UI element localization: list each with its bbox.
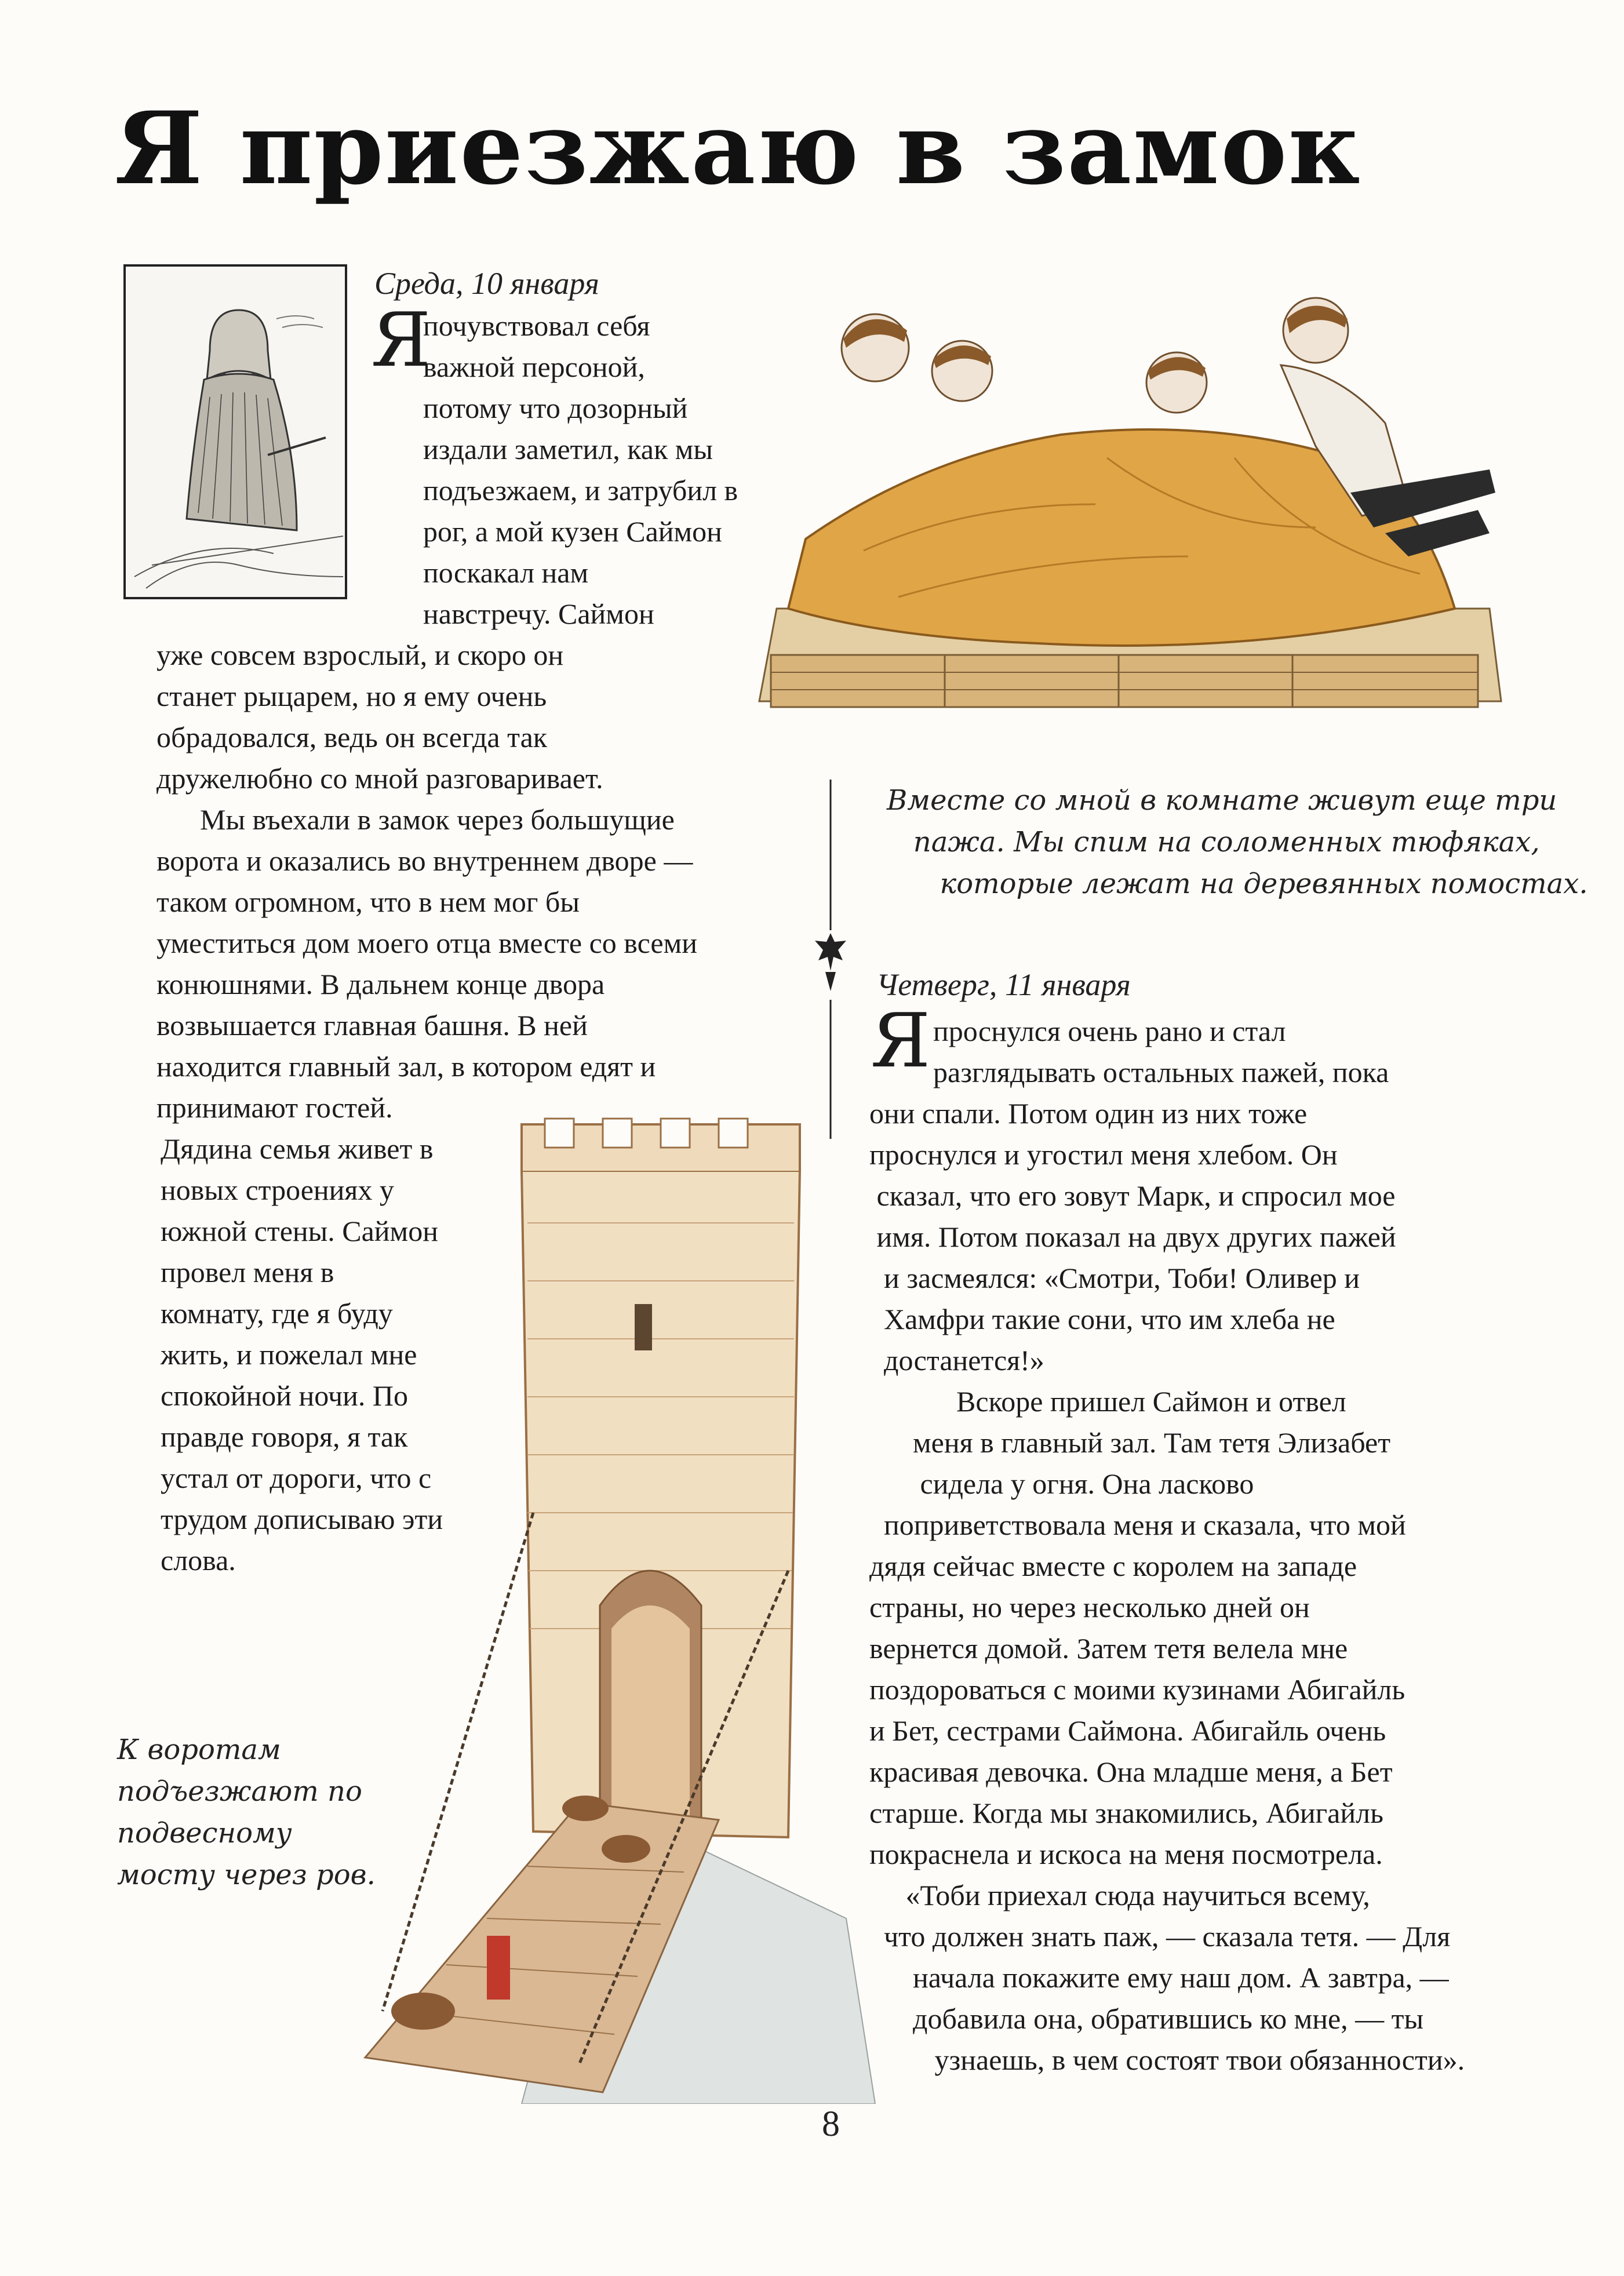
entry2-text-top: проснулся очень рано и стал разглядывать остальных пажей, пока	[933, 1015, 1389, 1088]
drop-cap-letter: Я	[371, 297, 431, 384]
entry-date-thursday: Четверг, 11 января	[876, 967, 1131, 1002]
eagle-ornament-icon	[813, 930, 849, 994]
entry-date-wednesday: Среда, 10 января	[374, 266, 599, 301]
entry1-text-middle: уже совсем взрослый, и скоро он станет рыцарем, но я ему очень обрадовался, ведь он всегда так дружелюбно со мной разговаривает. Мы въехали в замок через большущие ворота и оказались во внутреннем дворе — таком огромном, что в нем мог бы уместиться дом моего отца вместе со всеми конюшнями. В дальнем конце двора возвышается главная башня. В ней находится главный зал, в котором едят и принимают гостей.	[156, 639, 698, 1124]
bed-caption: Вместе со мной в комнате живут еще три пажа. Мы спим на соломенных тюфяках, которые лежат на деревянных помостах.	[887, 784, 1588, 900]
page-title: Я приезжаю в замок	[115, 89, 1361, 207]
pages-in-bed-illustration	[736, 284, 1513, 748]
tower-drawbridge-illustration	[278, 1107, 881, 2104]
drop-cap-letter: Я	[871, 998, 931, 1084]
entry1-text-bottom: Дядина семья живет в новых строениях у южной стены. Саймон провел меня в комнату, где я буду жить, и пожелал мне спокойной ночи. По правде говоря, я так устал от дороги, что с трудом дописываю эти слова.	[161, 1132, 443, 1576]
entry1-text-top: почувствовал себя важной персоной, потому что дозорный издали заметил, как мы подъезжаем, и затрубил в рог, а мой кузен Саймон поскакал нам навстречу. Саймон	[423, 309, 738, 630]
entry2-text-bottom: они спали. Потом один из них тоже проснулся и угостил меня хлебом. Он сказал, что его зовут Марк, и спросил мое имя. Потом показал на двух других пажей и засмеялся: «Смотри, Тоби! Оливер и Хамфри такие сони, что им хлеба не достанется!» Вскоре пришел Саймон и отвел меня в главный зал. Там тетя Элизабет сидела у огня. Она ласково поприветствовала меня и сказала, что мой дядя сейчас вместе с королем на западе страны, но через несколько дней он вернется домой. Затем тетя велела мне поздороваться с моими кузинами Абигайль и Бет, сестрами Саймона. Абигайль очень красивая девочка. Она младше меня, а Бет старше. Когда мы знакомились, Абигайль покраснела и искоса на меня посмотрела. «Тоби приехал сюда научиться всему, что должен знать паж, — сказала тетя. — Для начала покажите ему наш дом. А завтра, — добавила она, обратившись ко мне, — ты узнаешь, в чем состоят твои обязанности».	[869, 1097, 1465, 2076]
girl-on-horse-illustration	[123, 264, 348, 600]
page-number: 8	[822, 2104, 840, 2144]
bridge-caption: К воротам подъезжают по подвесному мосту через ров.	[117, 1734, 376, 1891]
